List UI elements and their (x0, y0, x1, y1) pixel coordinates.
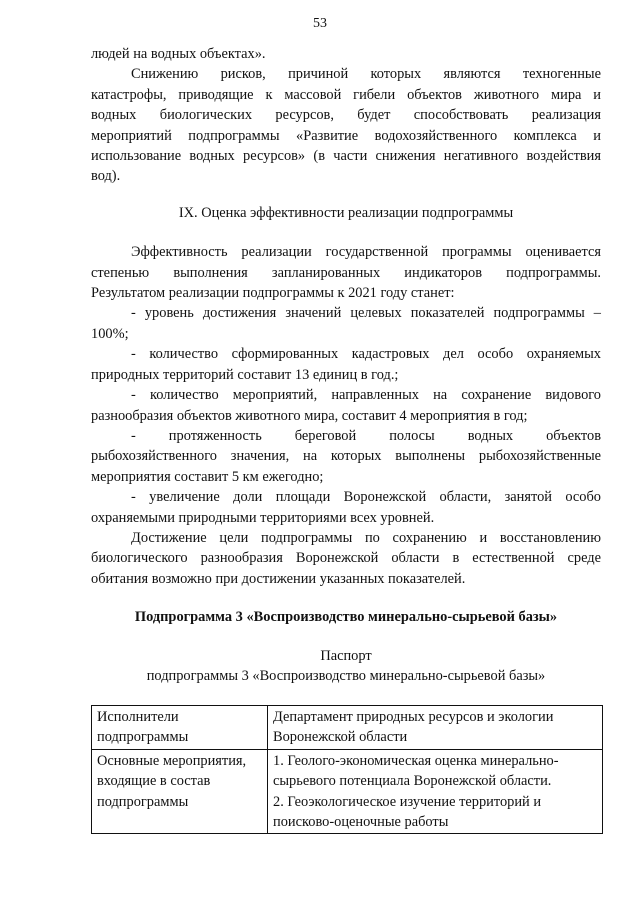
cell-line: Воронежской области (273, 729, 408, 746)
result-line: - количество мероприятий, направленных на сохранение видового (131, 387, 601, 404)
conclusion-paragraph (91, 528, 601, 589)
page-number: 53 (313, 16, 327, 31)
intro-line: людей на водных объектах». (91, 46, 266, 62)
result-line: охраняемыми природными территориями всех уровней. (91, 509, 435, 526)
result-line: рыбохозяйственного значения, на которых выполнены рыбохозяйственные (91, 448, 601, 465)
result-item (91, 487, 601, 528)
table-row (92, 706, 603, 750)
result-line: разнообразия объектов животного мира, составит 4 мероприятия в год; (91, 407, 528, 424)
section-heading: IX. Оценка эффективности реализации подпрограммы (178, 204, 514, 221)
cell-line: Основные мероприятия, (97, 752, 247, 769)
result-line: - протяженность береговой полосы водных объектов (131, 427, 601, 444)
passport-title: Паспорт (320, 647, 372, 664)
cell-line: Департамент природных ресурсов и экологии (273, 709, 554, 725)
result-line: мероприятия составит 5 км ежегодно; (91, 468, 324, 485)
efficiency-line: Результатом реализации подпрограммы к 2021 году станет: (91, 285, 455, 302)
result-line: - уровень достижения значений целевых показателей подпрограммы – (131, 305, 601, 322)
result-line: 100%; (91, 325, 129, 342)
efficiency-paragraph (91, 242, 601, 303)
result-line: - увеличение доли площади Воронежской области, занятой особо (131, 489, 601, 506)
cell-line: сырьевого потенциала Воронежской области. (273, 773, 552, 790)
result-item (91, 303, 601, 344)
cell-line: подпрограммы (97, 729, 189, 746)
risk-line: мероприятий подпрограммы «Развитие водохозяйственного комплекса и (91, 127, 601, 144)
result-line: - количество сформированных кадастровых дел особо охраняемых (131, 346, 601, 363)
table-row (92, 749, 603, 834)
cell-line: Исполнители (97, 709, 179, 725)
risk-line: вод). (91, 168, 121, 185)
risk-line: использование водных ресурсов» (в части снижения негативного воздействия (91, 148, 601, 165)
risk-paragraph (91, 64, 601, 186)
result-item (91, 385, 601, 426)
risk-line: водных биологических ресурсов, будет способствовать реализация (91, 107, 601, 124)
efficiency-line: степенью выполнения запланированных индикаторов подпрограммы. (91, 264, 601, 281)
cell-line: 1. Геолого-экономическая оценка минерально- (273, 752, 559, 769)
cell-line: подпрограммы (97, 793, 189, 810)
efficiency-line: Эффективность реализации государственной программы оценивается (131, 244, 601, 261)
cell-line: входящие в состав (97, 773, 211, 790)
table-cell-label (92, 749, 268, 834)
conclusion-line: обитания возможно при достижении указанных показателей. (91, 570, 466, 587)
table-cell-value (268, 706, 603, 750)
cell-line: поисково-оценочные работы (273, 814, 449, 831)
result-item (91, 426, 601, 487)
cell-line: 2. Геоэкологическое изучение территорий и (273, 793, 542, 810)
table-cell-value (268, 749, 603, 834)
passport-table (91, 705, 603, 834)
conclusion-line: Достижение цели подпрограммы по сохранению и восстановлению (131, 529, 601, 546)
table-cell-label (92, 706, 268, 750)
conclusion-line: биологического разнообразия Воронежской области в естественной среде (91, 550, 601, 567)
passport-subtitle: подпрограммы 3 «Воспроизводство минерально-сырьевой базы» (146, 667, 546, 684)
risk-line: Снижению рисков, причиной которых являются техногенные (131, 66, 601, 83)
result-item (91, 344, 601, 385)
subprogram-title: Подпрограмма 3 «Воспроизводство минерально-сырьевой базы» (134, 609, 558, 626)
risk-line: катастрофы, приводящие к массовой гибели объектов животного мира и (91, 86, 601, 103)
document-body (91, 44, 601, 686)
result-line: природных территорий составит 13 единиц в год.; (91, 366, 399, 383)
